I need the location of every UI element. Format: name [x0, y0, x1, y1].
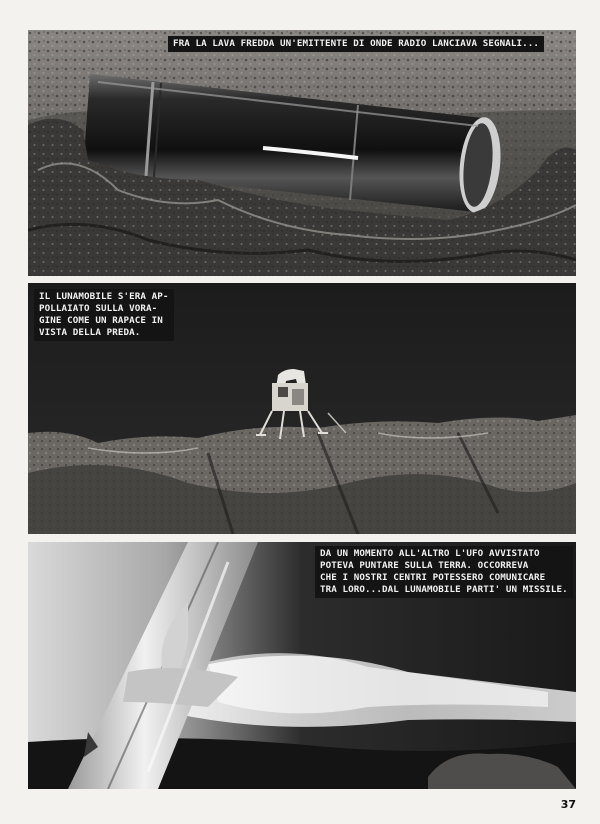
- panel-radio-transmitter: [28, 30, 576, 276]
- transmitter-photo: [28, 30, 576, 276]
- page-number: 37: [560, 798, 576, 811]
- caption-missile: DA UN MOMENTO ALL'ALTRO L'UFO AVVISTATO POTEVA PUNTARE SULLA TERRA. OCCORREVA CHE I NOSTRI CENTRI POTESSERO COMUNICARE TRA LORO...DAL LUNAMOBILE PARTI' UN MISSILE.: [315, 546, 573, 598]
- caption-lunar-module: IL LUNAMOBILE S'ERA AP- POLLAIATO SULLA VORA- GINE COME UN RAPACE IN VISTA DELLA PREDA.: [34, 289, 174, 341]
- caption-transmitter: FRA LA LAVA FREDDA UN'EMITTENTE DI ONDE RADIO LANCIAVA SEGNALI...: [168, 36, 544, 52]
- panel-missile-launch: [28, 542, 576, 789]
- panel-lunar-module: [28, 283, 576, 534]
